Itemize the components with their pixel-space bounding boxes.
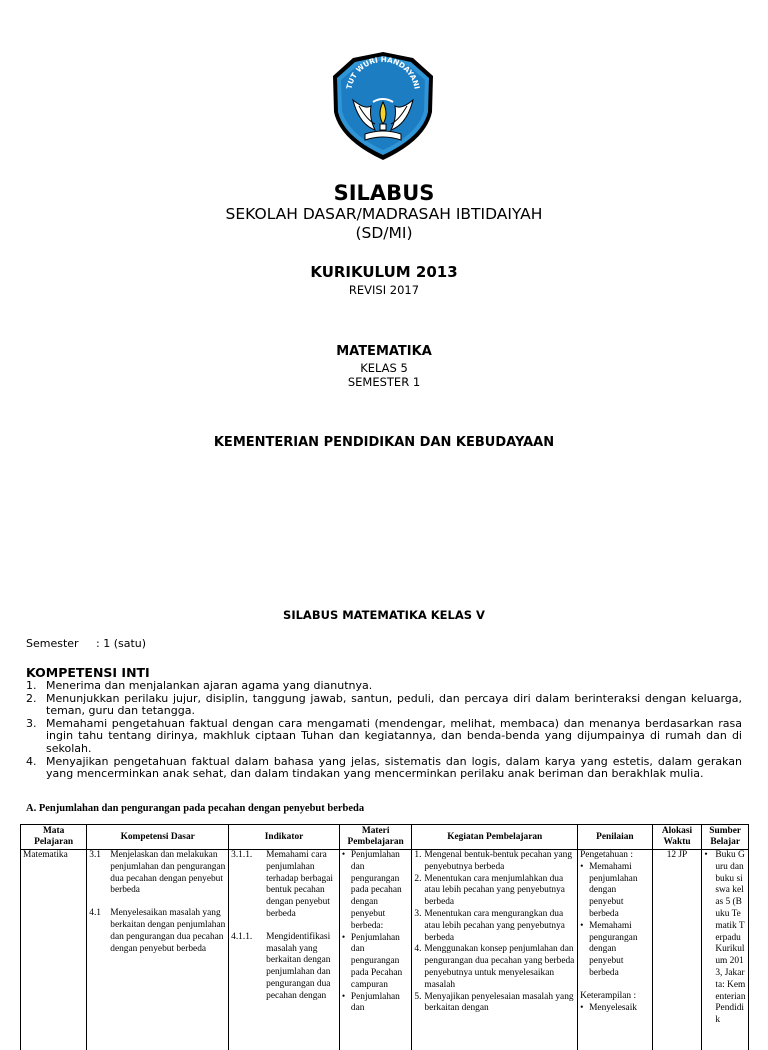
materi-item: • Penjumlahan dan pengurangan pada pecahan dengan penyebut berbeda: xyxy=(342,850,409,933)
semester-value: : 1 (satu) xyxy=(96,637,146,650)
penilaian-pengetahuan-label: Pengetahuan : xyxy=(580,850,650,862)
ki-number: 2. xyxy=(26,693,37,706)
cell-alokasi-waktu xyxy=(652,850,702,1050)
ki-number: 3. xyxy=(26,718,37,731)
cell-mata-pelajaran xyxy=(21,850,87,1050)
kd-text: Menjelaskan dan melakukan penjumlahan dan pengurangan dua pecahan dengan penyebut berbeda xyxy=(110,850,225,895)
kegiatan-item xyxy=(414,992,575,1016)
ki-text: Menerima dan menjalankan ajaran agama yang dianutnya. xyxy=(46,679,372,692)
kegiatan-text: Mengenal bentuk-bentuk pecahan yang penyebutnya berbeda xyxy=(424,850,572,872)
mata-pelajaran-text: Matematika xyxy=(23,850,68,860)
revision: REVISI 2017 xyxy=(0,283,768,297)
indikator-number: 3.1.1. xyxy=(231,850,252,862)
svg-text:TUT WURI HANDAYANI: TUT WURI HANDAYANI xyxy=(344,55,421,90)
penilaian-item: • Memahami pengurangan dengan penyebut berbeda xyxy=(580,921,650,980)
col-header: Materi Pembelajaran xyxy=(339,825,411,850)
kegiatan-item xyxy=(414,944,575,991)
ki-list xyxy=(26,680,742,781)
cell-materi xyxy=(339,850,411,1050)
alokasi-text: 12 JP xyxy=(667,850,688,860)
school-level: SEKOLAH DASAR/MADRASAH IBTIDAIYAH xyxy=(0,205,768,223)
curriculum: KURIKULUM 2013 xyxy=(0,263,768,281)
col-header: Sumber Belajar xyxy=(702,825,749,850)
indikator-entry xyxy=(231,932,337,1003)
indikator-text: Mengidentifikasi masalah yang berkaitan dengan penjumlahan dan pengurangan dua pecahan dengan xyxy=(266,932,330,1001)
kegiatan-number: 1. xyxy=(414,850,421,862)
kegiatan-item xyxy=(414,909,575,944)
col-header: Penilaian xyxy=(578,825,653,850)
kegiatan-number: 2. xyxy=(414,874,421,886)
col-header: Alokasi Waktu xyxy=(652,825,702,850)
kd-text: Menyelesaikan masalah yang berkaitan dengan penjumlahan dan pengurangan dua pecahan dengan penyebut berbeda xyxy=(110,908,225,953)
semester-line xyxy=(26,637,146,650)
kegiatan-item xyxy=(414,874,575,909)
kegiatan-text: Menentukan cara menjumlahkan dua atau lebih pecahan yang penyebutnya berbeda xyxy=(424,874,565,908)
cell-penilaian xyxy=(578,850,653,1050)
kegiatan-item xyxy=(414,850,575,874)
kegiatan-text: Menyajikan penyelesaian masalah yang berkaitan dengan xyxy=(424,992,573,1014)
cell-indikator xyxy=(229,850,340,1050)
kd-entry xyxy=(89,908,226,955)
silabus-table xyxy=(20,824,749,1050)
ki-number: 4. xyxy=(26,756,37,769)
grade: KELAS 5 xyxy=(0,361,768,375)
document-title: SILABUS xyxy=(0,181,768,205)
ki-number: 1. xyxy=(26,680,37,693)
indikator-entry xyxy=(231,850,337,921)
tut-wuri-handayani-logo xyxy=(329,50,437,162)
kegiatan-text: Menggunakan konsep penjumlahan dan pengurangan dua pecahan yang berbeda penyebutnya untuk menyelesaikan masalah xyxy=(424,944,574,989)
materi-item: • Penjumlahan dan xyxy=(342,992,409,1016)
indikator-text: Memahami cara penjumlahan terhadap berbagai bentuk pecahan dengan penyebut berbeda xyxy=(266,850,333,919)
kegiatan-number: 4. xyxy=(414,944,421,956)
table-header-row xyxy=(21,825,749,850)
kd-entry xyxy=(89,850,226,897)
ki-text: Memahami pengetahuan faktual dengan cara mengamati (mendengar, melihat, membaca) dan menanya berdasarkan rasa ingin tahu tentang dirinya, makhluk ciptaan Tuhan dan kegiatannya, dan benda-benda yang dijumpainya di rumah dan di sekolah. xyxy=(46,717,742,755)
col-header: Indikator xyxy=(229,825,340,850)
silabus-heading: SILABUS MATEMATIKA KELAS V xyxy=(0,608,768,622)
section-a-title: A. Penjumlahan dan pengurangan pada pecahan dengan penyebut berbeda xyxy=(26,803,364,814)
penilaian-keterampilan-label: Keterampilan : xyxy=(580,991,650,1003)
kd-number: 4.1 xyxy=(89,908,101,920)
semester: SEMESTER 1 xyxy=(0,375,768,389)
col-header: Kompetensi Dasar xyxy=(87,825,229,850)
kd-number: 3.1 xyxy=(89,850,101,862)
ki-item xyxy=(26,718,742,756)
ministry: KEMENTERIAN PENDIDIKAN DAN KEBUDAYAAN xyxy=(0,435,768,450)
penilaian-item: • Memahami penjumlahan dengan penyebut berbeda xyxy=(580,862,650,921)
kegiatan-number: 5. xyxy=(414,992,421,1004)
ki-item xyxy=(26,756,742,781)
table-row xyxy=(21,850,749,1050)
penilaian-item: • Menyelesaik xyxy=(580,1003,650,1015)
col-header: Mata Pelajaran xyxy=(21,825,87,850)
materi-item: • Penjumlahan dan pengurangan pada Pecahan campuran xyxy=(342,933,409,992)
ki-heading: KOMPETENSI INTI xyxy=(26,665,150,680)
indikator-number: 4.1.1. xyxy=(231,932,252,944)
ki-text: Menyajikan pengetahuan faktual dalam bahasa yang jelas, sistematis dan logis, dalam karya yang estetis, dalam gerakan yang mencerminkan anak sehat, dan dalam tindakan yang mencerminkan perilaku anak beriman dan berakhlak mulia. xyxy=(46,755,742,781)
subject: MATEMATIKA xyxy=(0,344,768,359)
sumber-item: • Buku Guru dan buku siswa kelas 5 (Buku Tematik Terpadu Kurikulum 2013, Jakarta: Kementerian Pendidik xyxy=(704,850,746,1027)
ki-item xyxy=(26,693,742,718)
kegiatan-number: 3. xyxy=(414,909,421,921)
cell-kegiatan xyxy=(412,850,578,1050)
cell-kompetensi-dasar xyxy=(87,850,229,1050)
ki-text: Menunjukkan perilaku jujur, disiplin, tanggung jawab, santun, peduli, dan percaya diri dalam berinteraksi dengan keluarga, teman, guru dan tetangga. xyxy=(46,692,742,718)
kegiatan-text: Menentukan cara mengurangkan dua atau lebih pecahan yang penyebutnya berbeda xyxy=(424,909,565,943)
semester-label: Semester xyxy=(26,637,96,650)
col-header: Kegiatan Pembelajaran xyxy=(412,825,578,850)
cell-sumber-belajar xyxy=(702,850,749,1050)
school-level-abbr: (SD/MI) xyxy=(0,224,768,242)
